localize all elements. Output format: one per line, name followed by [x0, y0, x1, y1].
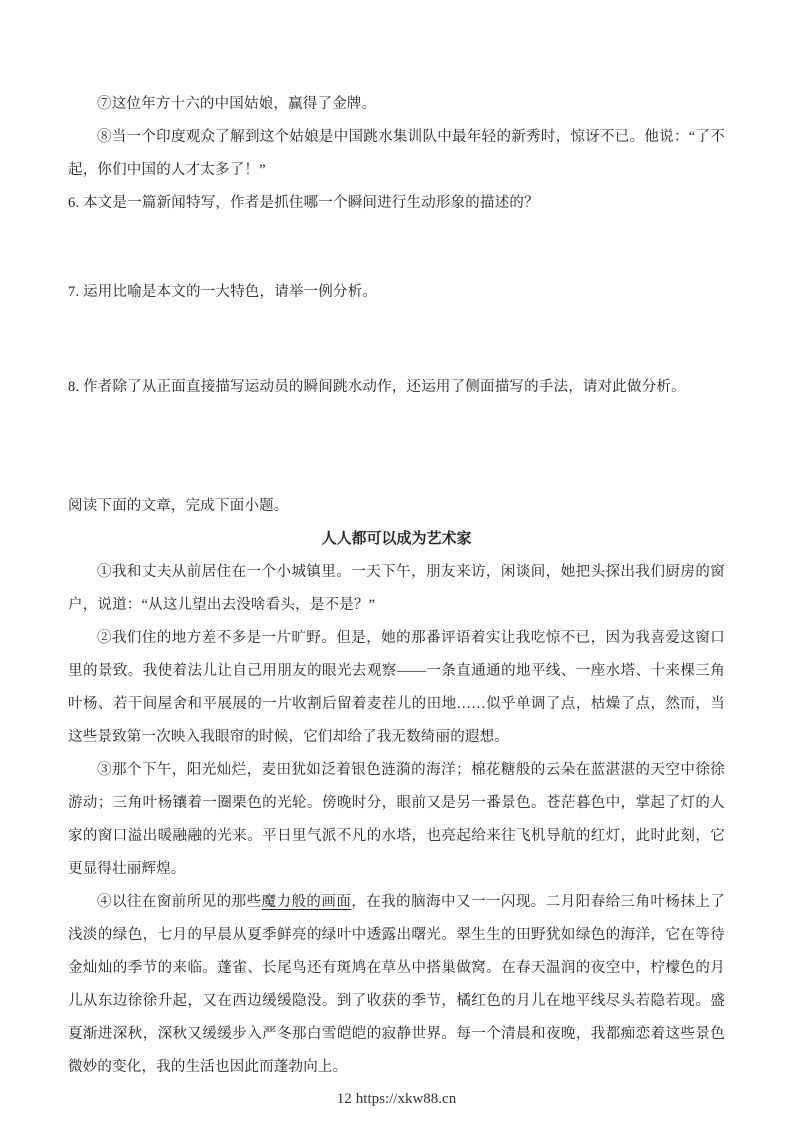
essay-paragraph-3: ③那个下午，阳光灿烂，麦田犹如泛着银色涟漪的海洋；棉花糖般的云朵在蓝湛湛的天空中徐徐游动；三角叶杨镶着一圈栗色的光轮。傍晚时分，眼前又是另一番景色。苍茫暮色中，掌起了灯的人家的窗口溢出暖融融的光来。平日里气派不凡的水塔，也亮起给来往飞机导航的红灯，此时此刻，它更显得壮丽辉煌。	[68, 762, 725, 877]
page-number: 12	[336, 1091, 352, 1107]
essay-paragraph-2: ②我们住的地方差不多是一片旷野。但是，她的那番评语着实让我吃惊不已，因为我喜爱这窗口里的景致。我使着法儿让自己用朋友的眼光去观察——一条直通通的地平线、一座水塔、十来棵三角叶杨、若干间屋舍和平展展的一片收割后留着麦茬儿的田地……似乎单调了点，枯燥了点，然而，当这些景致第一次映入我眼帘的时候，它们却给了我无数绮丽的遐想。	[68, 630, 725, 745]
question-7: 7. 运用比喻是本文的一大特色，请举一例分析。	[68, 284, 378, 300]
essay-paragraph-1: ①我和丈夫从前居住在一个小城镇里。一天下午，朋友来访，闲谈间，她把头探出我们厨房的窗户，说道：“从这儿望出去没啥看头，是不是？”	[68, 564, 725, 613]
page-footer	[0, 1091, 793, 1108]
essay-paragraph-4-text-after: ，在我的脑海中又一一闪现。二月阳春给三角叶杨抹上了浅淡的绿色，七月的早晨从夏季鲜亮的绿叶中透露出曙光。翠生生的田野犹如绿色的海洋，它在等待金灿灿的季节的来临。蓬雀、长尾鸟还有斑鸠在草丛中搭巢做窝。在春天温润的夜空中，柠檬色的月儿从东边徐徐升起，又在西边缓缓隐没。到了收获的季节，橘红色的月儿在地平线尽头若隐若现。盛夏渐进深秋，深秋又缓缓步入严冬那白雪皑皑的寂静世界。每一个清晨和夜晚，我都痴恋着这些景色微妙的变化，我的生活也因此而蓬勃向上。	[68, 894, 725, 1075]
question-8: 8. 作者除了从正面直接描写运动员的瞬间跳水动作，还运用了侧面描写的手法，请对此做分析。	[68, 379, 686, 395]
underlined-phrase: 魔力般的画面	[261, 894, 352, 910]
reading-instruction: 阅读下面的文章，完成下面小题。	[68, 498, 289, 514]
excerpt-paragraph-8: ⑧当一个印度观众了解到这个姑娘是中国跳水集训队中最年轻的新秀时，惊讶不已。他说：“了不起，你们中国的人才太多了！”	[68, 129, 725, 178]
excerpt-paragraph-7: ⑦这位年方十六的中国姑娘，赢得了金牌。	[97, 96, 377, 112]
footer-url: https://xkw88.cn	[355, 1091, 457, 1107]
essay-title: 人人都可以成为艺术家	[321, 531, 472, 547]
essay-paragraph-4-text-before: ④以往在窗前所见的那些	[97, 894, 262, 910]
question-6: 6. 本文是一篇新闻特写，作者是抓住哪一个瞬间进行生动形象的描述的？	[68, 195, 539, 211]
essay-paragraph-4	[68, 886, 725, 1084]
